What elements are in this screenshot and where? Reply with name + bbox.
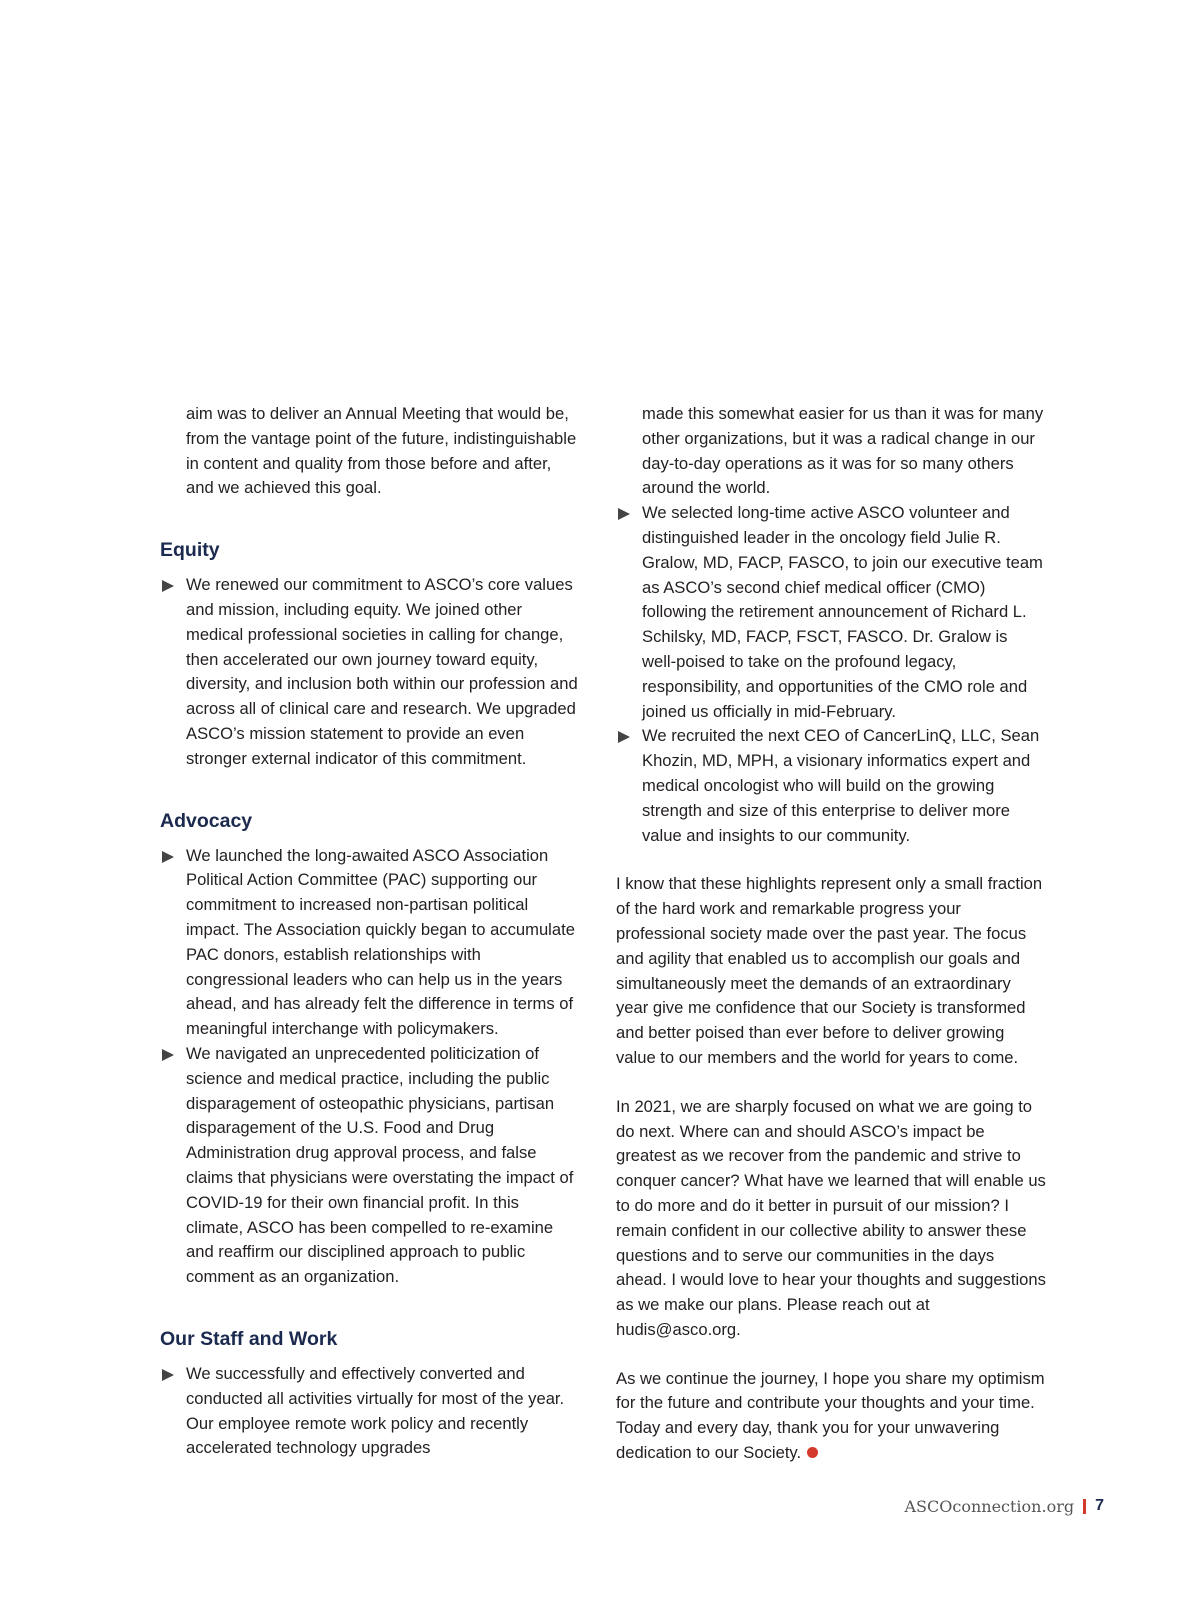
bullet-text: We recruited the next CEO of CancerLinQ, LLC, Sean Khozin, MD, MPH, a visionary informatics expert and medical oncologist who will build on the growing strength and size of this enterprise to deliver more value and insights to our community. [642, 726, 1040, 845]
bullet-triangle-icon [162, 851, 174, 863]
advocacy-bullet [160, 844, 580, 1042]
continuation-paragraph: made this somewhat easier for us than it was for many other organizations, but it was a radical change in our day-to-day operations as it was for so many others around the world. [642, 404, 1044, 498]
bullet-text: We launched the long-awaited ASCO Association Political Action Committee (PAC) supporting our commitment to increased non-partisan political impact. The Association quickly began to accumulate PAC donors, establish relationships with congressional leaders who can help us in the years ahead, and has already felt the difference in terms of meaningful interchange with policymakers. [186, 845, 575, 1039]
page-number: 7 [1095, 1497, 1104, 1514]
footer-site-link[interactable]: ASCOconnection.org [904, 1496, 1075, 1516]
closing-paragraph [616, 1095, 1046, 1343]
footer-divider [1083, 1499, 1086, 1514]
advocacy-bullet [160, 1042, 580, 1290]
bullet-triangle-icon [162, 1369, 174, 1381]
bullet-text: We selected long-time active ASCO volunteer and distinguished leader in the oncology field Julie R. Gralow, MD, FACP, FASCO, to join our executive team as ASCO’s second chief medical officer (CMO) following the retirement announcement of Richard L. Schilsky, MD, FACP, FSCT, FASCO. Dr. Gralow is well-poised to take on the profound legacy, responsibility, and opportunities of the CMO role and joined us officially in mid-February. [642, 503, 1043, 721]
end-mark-icon [807, 1447, 818, 1458]
intro-paragraph: aim was to deliver an Annual Meeting that would be, from the vantage point of the future, indistinguishable in content and quality from those before and after, and we achieved this goal. [186, 404, 577, 498]
right-column [616, 402, 1046, 1466]
staff-bullet [160, 1362, 580, 1461]
bullet-triangle-icon [162, 1049, 174, 1061]
bullet-text: We successfully and effectively converted and conducted all activities virtually for most of the year. Our employee remote work policy and recently accelerated technology upgrades [186, 1363, 565, 1458]
equity-heading: Equity [160, 539, 220, 562]
staff-bullet [616, 724, 1046, 848]
advocacy-heading: Advocacy [160, 809, 253, 832]
bullet-triangle-icon [162, 580, 174, 592]
bullet-text: We navigated an unprecedented politicization of science and medical practice, including the public disparagement of osteopathic physicians, partisan disparagement of the U.S. Food and Drug Administration drug approval process, and false claims that physicians were overstating the impact of COVID-19 for their own financial profit. In this climate, ASCO has been compelled to re-examine and reaffirm our disciplined approach to public comment as an organization. [186, 1043, 574, 1287]
left-column [160, 402, 580, 1461]
closing-paragraph: I know that these highlights represent only a small fraction of the hard work and remarkable progress your professional society made over the past year. The focus and agility that enabled us to accomplish our goals and simultaneously meet the demands of an extraordinary year give me confidence that our Society is transformed and better poised than ever before to deliver growing value to our members and the world for years to come. [616, 874, 1043, 1067]
final-paragraph [616, 1367, 1046, 1466]
bullet-triangle-icon [618, 731, 630, 743]
paragraph-text: As we continue the journey, I hope you share my optimism for the future and contribute your thoughts and your time. Today and every day, thank you for your unwavering dedication to our Society. [616, 1368, 1045, 1463]
staff-heading: Our Staff and Work [160, 1327, 338, 1350]
bullet-triangle-icon [618, 508, 630, 520]
paragraph-text: In 2021, we are sharply focused on what we are going to do next. Where can and should ASCO’s impact be greatest as we recover from the pandemic and strive to conquer cancer? What have we learned that will enable us to do more and do it better in pursuit of our mission? I remain confident in our collective ability to answer these questions and to serve our communities in the days ahead. I would love to hear your thoughts and suggestions as we make our plans. Please reach out at hudis@asco.org. [616, 1096, 1046, 1339]
page-footer [904, 1494, 1104, 1518]
equity-bullet [160, 573, 580, 771]
staff-bullet [616, 501, 1046, 724]
bullet-text: We renewed our commitment to ASCO’s core values and mission, including equity. We joined other medical professional societies in calling for change, then accelerated our own journey toward equity, diversity, and inclusion both within our profession and across all of clinical care and research. We upgraded ASCO’s mission statement to provide an even stronger external indicator of this commitment. [186, 575, 578, 768]
